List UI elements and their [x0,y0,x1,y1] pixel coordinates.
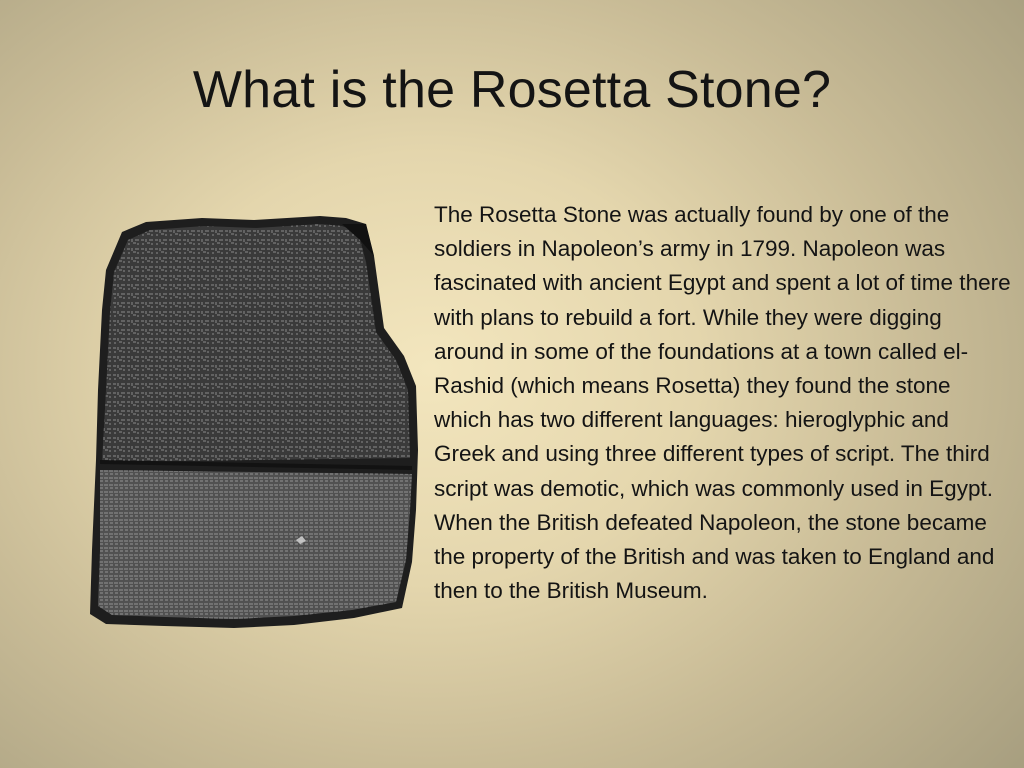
rosetta-stone-illustration [84,210,424,640]
slide-title: What is the Rosetta Stone? [192,61,832,119]
rosetta-stone-image [84,210,424,640]
slide-body-text: The Rosetta Stone was actually found by one of the soldiers in Napoleon’s army in 1799. Napoleon was fascinated with ancient Egypt and spent a lot of time there with plans to rebuild a fort. While they were digging around in some of the foundations at a town called el-Rashid (which means Rosetta) they found the stone which has two different languages: hieroglyphic and Greek and using three different types of script. The third script was demotic, which was commonly used in Egypt. When the British defeated Napoleon, the stone became the property of the British and was taken to England and then to the British Museum. [434,202,1011,604]
